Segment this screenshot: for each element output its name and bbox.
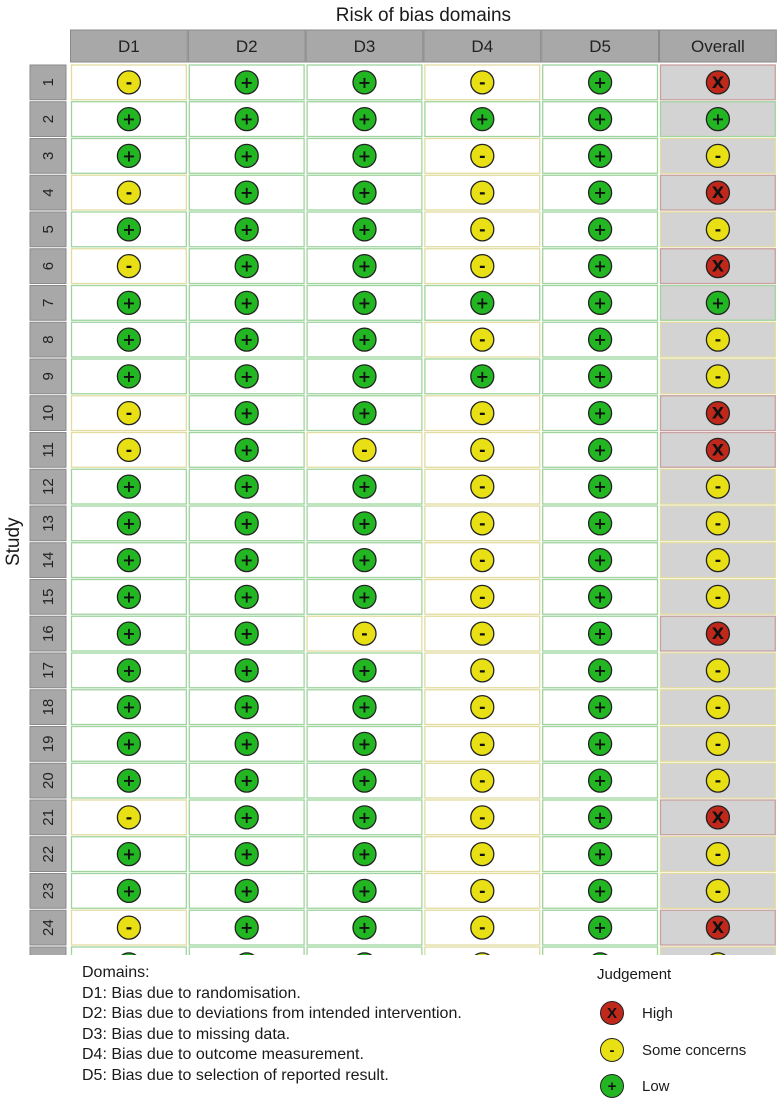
judgement-symbol: + <box>475 109 490 129</box>
judgement-symbol: + <box>593 771 607 791</box>
judgement-symbol: - <box>478 183 486 203</box>
judgement-symbol: - <box>125 918 133 938</box>
judgement-symbol: - <box>125 440 133 460</box>
judgement-symbol: + <box>122 844 136 864</box>
judgement-symbol: - <box>478 624 486 644</box>
judgement-symbol: - <box>478 660 486 680</box>
judgement-symbol: - <box>125 183 133 203</box>
judgement-symbol: + <box>593 477 607 497</box>
judgement-symbol: + <box>357 109 372 129</box>
judgement-symbol: + <box>239 624 254 644</box>
study-label: 19 <box>40 735 57 753</box>
study-label: 21 <box>40 809 57 826</box>
judgement-legend-title: Judgement <box>597 966 672 983</box>
judgement-symbol: + <box>122 330 136 350</box>
domain-d4-description: D4: Bias due to outcome measurement. <box>82 1046 364 1063</box>
judgement-label-high: High <box>642 1004 673 1022</box>
judgement-symbol: + <box>593 513 607 533</box>
judgement-symbol: - <box>478 771 486 791</box>
judgement-symbol: + <box>357 146 372 166</box>
judgement-symbol: X <box>711 624 725 644</box>
judgement-symbol: - <box>714 697 722 717</box>
judgement-symbol: + <box>593 624 607 644</box>
judgement-symbol: + <box>122 881 136 901</box>
judgement-symbol: + <box>239 219 254 239</box>
judgement-symbol: - <box>478 734 486 754</box>
judgement-symbol: + <box>593 587 607 607</box>
judgement-symbol: + <box>593 256 607 276</box>
judgement-symbol: + <box>239 771 254 791</box>
study-label: 14 <box>40 551 57 569</box>
judgement-symbol: + <box>475 293 490 313</box>
low-risk-icon: + <box>600 1074 624 1098</box>
judgement-symbol: + <box>239 330 254 350</box>
judgement-symbol: + <box>593 807 607 827</box>
judgement-label-some-concerns: Some concerns <box>642 1041 747 1059</box>
judgement-symbol: + <box>593 697 607 717</box>
judgement-symbol: + <box>122 660 136 680</box>
domain-d5-description: D5: Bias due to selection of reported result. <box>82 1066 389 1084</box>
judgement-symbol: + <box>357 183 372 203</box>
judgement-symbol: + <box>239 587 254 607</box>
judgement-symbol: X <box>711 918 725 938</box>
judgement-symbol: + <box>593 293 607 313</box>
judgement-symbol: + <box>593 366 607 386</box>
judgement-symbol: + <box>239 807 254 827</box>
study-label: 22 <box>40 845 57 863</box>
study-label: 17 <box>40 662 57 679</box>
judgement-symbol: - <box>714 550 722 570</box>
study-label: 10 <box>40 404 57 422</box>
judgement-symbol: + <box>357 293 372 313</box>
judgement-symbol: - <box>714 513 722 533</box>
judgement-symbol: + <box>122 146 136 166</box>
judgement-symbol: + <box>357 881 372 901</box>
judgement-symbol: + <box>122 219 136 239</box>
judgement-symbol: X <box>711 72 725 92</box>
judgement-symbol: + <box>122 587 136 607</box>
study-label: 5 <box>40 225 57 234</box>
judgement-symbol: + <box>122 624 136 644</box>
judgement-symbol: + <box>357 219 372 239</box>
study-label: 6 <box>40 261 57 271</box>
judgement-symbol: + <box>593 403 607 423</box>
judgement-symbol: - <box>478 72 486 92</box>
judgement-symbol: - <box>478 881 486 901</box>
column-header-label-d5: D5 <box>589 37 611 56</box>
judgement-symbol: + <box>122 697 136 717</box>
judgement-symbol: - <box>125 807 133 827</box>
judgement-symbol: - <box>478 477 486 497</box>
judgement-symbol: + <box>357 366 372 386</box>
y-axis-label: Study <box>3 517 24 567</box>
judgement-symbol: + <box>239 72 254 92</box>
domain-d3-description: D3: Bias due to missing data. <box>82 1025 291 1043</box>
judgement-symbol: + <box>593 918 607 938</box>
judgement-symbol: + <box>357 477 372 497</box>
judgement-symbol: - <box>478 807 486 827</box>
judgement-symbol: + <box>593 660 607 680</box>
study-label: 1 <box>40 78 57 87</box>
judgement-symbol: + <box>239 660 254 680</box>
judgement-symbol: + <box>357 256 372 276</box>
judgement-symbol: - <box>714 330 722 350</box>
judgement-symbol: + <box>593 109 607 129</box>
domains-legend-title: Domains: <box>82 964 150 981</box>
column-header-label-d2: D2 <box>235 37 258 56</box>
judgement-symbol: + <box>475 366 490 386</box>
study-label-box <box>30 947 66 955</box>
study-label: 7 <box>40 298 57 308</box>
judgement-symbol: + <box>357 918 372 938</box>
judgement-symbol: + <box>239 403 254 423</box>
judgement-symbol: - <box>478 330 486 350</box>
judgement-symbol: - <box>714 587 722 607</box>
study-label: 18 <box>40 698 57 716</box>
judgement-symbol: + <box>711 293 725 313</box>
judgement-symbol: + <box>239 734 254 754</box>
judgement-symbol: + <box>593 219 607 239</box>
column-header-label-d3: D3 <box>353 37 376 56</box>
judgement-symbol: + <box>122 109 136 129</box>
judgement-symbol: + <box>357 660 372 680</box>
judgement-symbol: + <box>593 550 607 570</box>
study-label: 11 <box>40 442 57 458</box>
column-header-label-overall: Overall <box>690 37 745 56</box>
judgement-symbol: + <box>357 697 372 717</box>
judgement-symbol: + <box>239 844 254 864</box>
judgement-symbol: + <box>122 477 136 497</box>
judgement-symbol: - <box>478 550 486 570</box>
judgement-symbol: + <box>122 771 136 791</box>
judgement-symbol: + <box>593 440 607 460</box>
judgement-legend-some-concerns <box>600 1037 746 1063</box>
judgement-symbol: - <box>361 624 368 644</box>
judgement-symbol: + <box>239 293 254 313</box>
judgement-symbol: + <box>593 72 607 92</box>
study-label: 12 <box>40 478 57 495</box>
judgement-symbol: + <box>357 330 372 350</box>
judgement-symbol: - <box>125 256 133 276</box>
judgement-symbol: - <box>714 660 722 680</box>
judgement-symbol: + <box>239 146 254 166</box>
judgement-symbol: - <box>714 734 722 754</box>
judgement-symbol: + <box>239 440 254 460</box>
judgement-legend-low <box>600 1073 670 1099</box>
column-header-label-d1: D1 <box>118 37 140 56</box>
judgement-symbol: + <box>239 477 254 497</box>
some-concerns-icon: - <box>600 1038 624 1062</box>
high-risk-icon: X <box>600 1001 624 1025</box>
judgement-symbol: + <box>357 550 372 570</box>
judgement-label-low: Low <box>642 1077 670 1095</box>
study-label: 3 <box>40 151 57 161</box>
judgement-symbol: - <box>714 881 722 901</box>
domain-d2-description: D2: Bias due to deviations from intended intervention. <box>82 1005 462 1022</box>
judgement-symbol: - <box>714 771 722 791</box>
judgement-symbol: - <box>714 844 722 864</box>
domain-d1-description: D1: Bias due to randomisation. <box>82 984 301 1002</box>
judgement-symbol: + <box>239 918 254 938</box>
judgement-symbol: + <box>239 550 254 570</box>
judgement-symbol: + <box>593 146 607 166</box>
chart-title: Risk of bias domains <box>335 5 512 26</box>
judgement-symbol: + <box>593 330 607 350</box>
judgement-symbol: - <box>714 366 722 386</box>
judgement-symbol: - <box>125 403 133 423</box>
judgement-symbol: - <box>361 440 368 460</box>
judgement-symbol: - <box>478 440 486 460</box>
study-label: 23 <box>40 882 57 900</box>
study-label: 24 <box>40 919 57 936</box>
judgement-symbol: + <box>239 183 254 203</box>
judgement-symbol: - <box>478 513 486 533</box>
judgement-symbol: + <box>357 771 372 791</box>
study-label: 20 <box>40 772 57 789</box>
study-label: 4 <box>40 188 57 197</box>
judgement-symbol: - <box>478 697 486 717</box>
study-label: 2 <box>40 114 57 124</box>
judgement-symbol: X <box>711 440 725 460</box>
judgement-symbol: + <box>711 109 725 129</box>
judgement-symbol: - <box>714 219 722 239</box>
judgement-symbol: - <box>478 256 486 276</box>
judgement-symbol: - <box>478 146 486 166</box>
judgement-symbol: + <box>239 366 254 386</box>
judgement-symbol: + <box>357 844 372 864</box>
judgement-symbol: + <box>239 109 254 129</box>
judgement-symbol: + <box>239 513 254 533</box>
judgement-symbol: - <box>478 587 486 607</box>
study-label: 8 <box>40 335 57 344</box>
judgement-symbol: + <box>239 881 254 901</box>
judgement-symbol: X <box>711 403 725 423</box>
judgement-symbol: - <box>478 219 486 239</box>
judgement-symbol: - <box>714 146 722 166</box>
judgement-symbol: + <box>593 734 607 754</box>
judgement-symbol: + <box>357 513 372 533</box>
judgement-symbol: - <box>478 918 486 938</box>
judgement-symbol: + <box>593 183 607 203</box>
study-label: 9 <box>40 372 57 381</box>
judgement-symbol: - <box>478 403 486 423</box>
judgement-symbol: + <box>122 293 136 313</box>
judgement-symbol: + <box>357 587 372 607</box>
judgement-symbol: + <box>357 403 372 423</box>
judgement-symbol: + <box>122 513 136 533</box>
judgement-symbol: + <box>122 550 136 570</box>
column-header-label-d4: D4 <box>471 37 494 56</box>
judgement-symbol: + <box>122 734 136 754</box>
judgement-symbol: X <box>711 256 725 276</box>
judgement-symbol: + <box>357 72 372 92</box>
judgement-symbol: + <box>239 697 254 717</box>
judgement-symbol: + <box>239 256 254 276</box>
judgement-symbol: + <box>357 807 372 827</box>
judgement-symbol: + <box>357 734 372 754</box>
judgement-symbol: X <box>711 183 725 203</box>
judgement-symbol: - <box>125 72 133 92</box>
study-label: 13 <box>40 515 57 532</box>
judgement-symbol: - <box>478 844 486 864</box>
judgement-legend-high <box>600 1000 673 1026</box>
judgement-symbol: + <box>122 366 136 386</box>
study-label: 15 <box>40 588 57 606</box>
judgement-symbol: X <box>711 807 725 827</box>
domains-legend <box>82 963 462 1086</box>
study-label: 16 <box>40 625 57 642</box>
judgement-symbol: + <box>593 881 607 901</box>
judgement-symbol: + <box>593 844 607 864</box>
judgement-symbol: - <box>714 477 722 497</box>
